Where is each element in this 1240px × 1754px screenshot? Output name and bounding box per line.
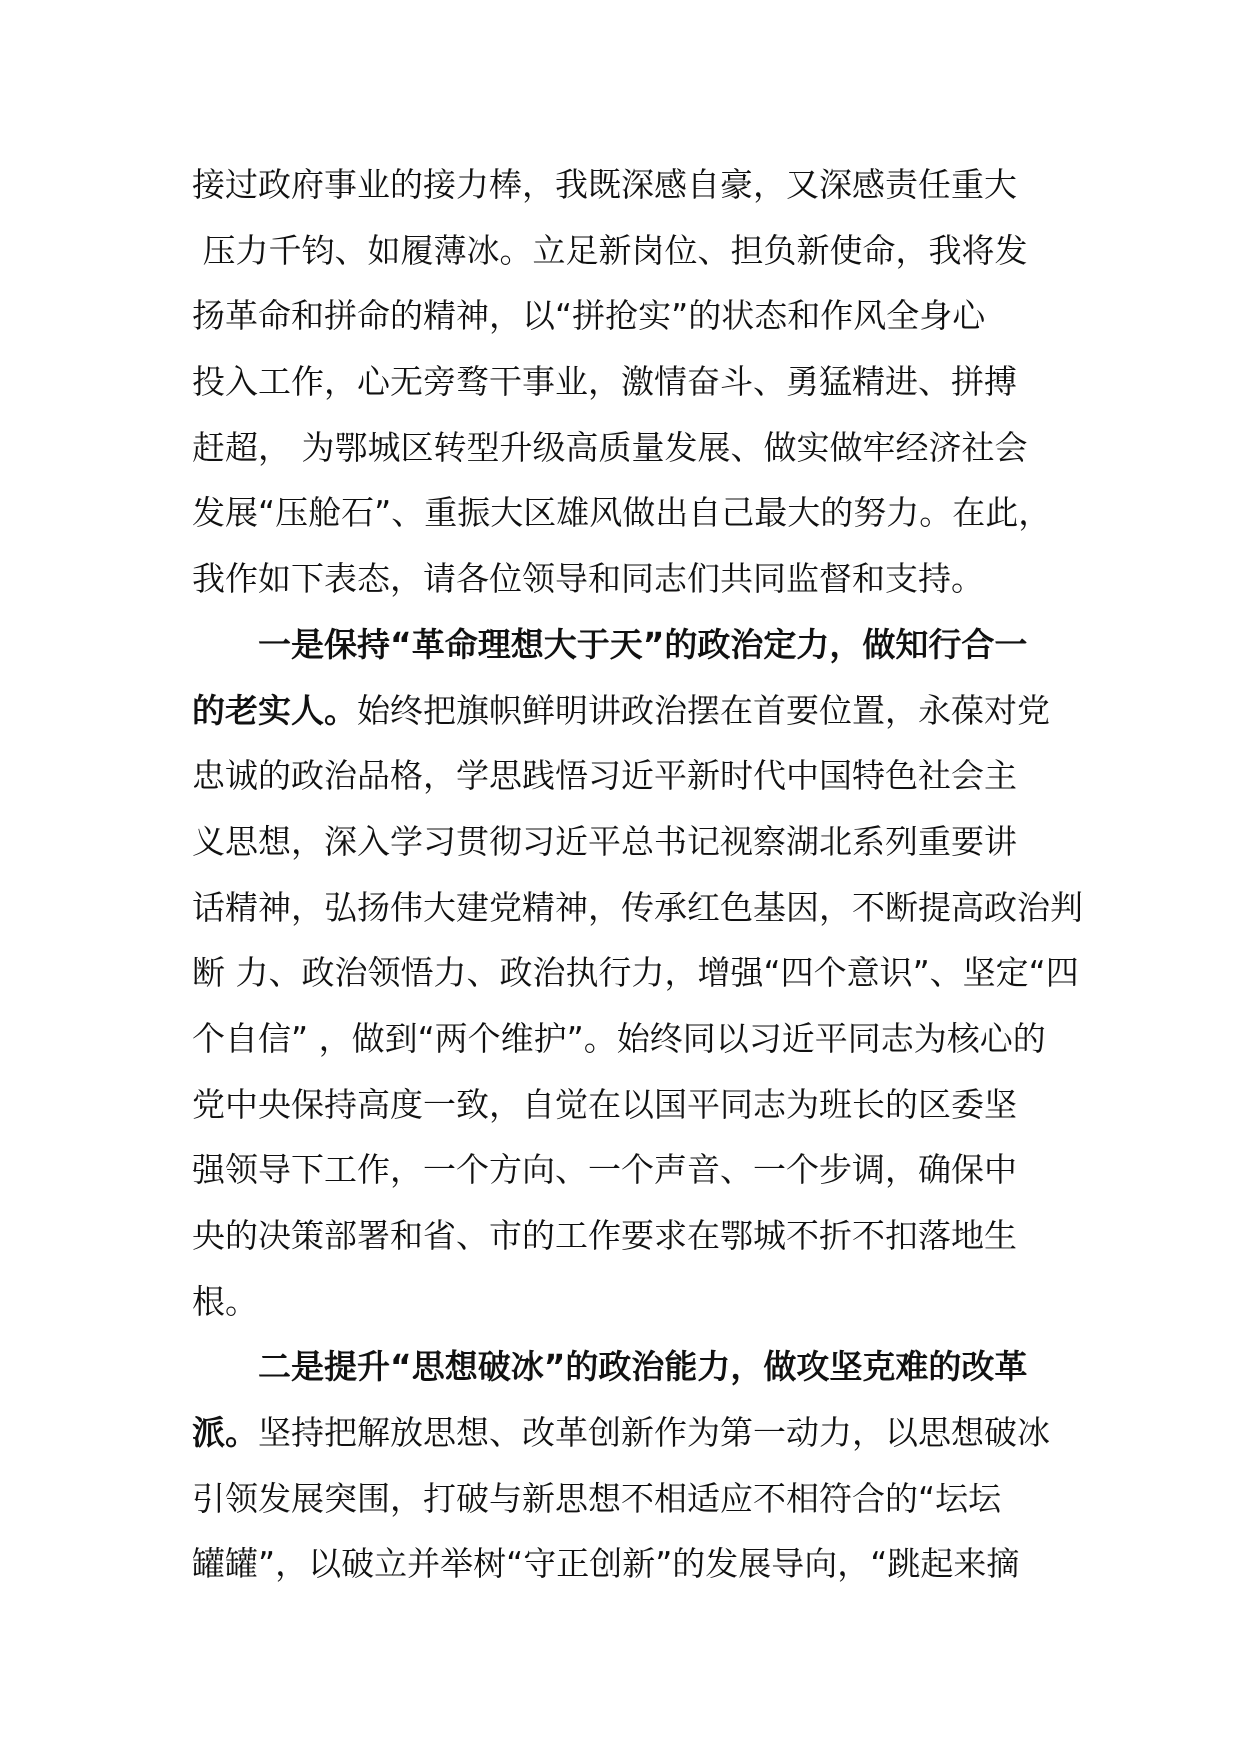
- section-heading-two-end: 派。: [192, 1413, 258, 1453]
- text-line: 央的决策部署和省、市的工作要求在鄂城不折不扣落地生: [192, 1216, 1017, 1255]
- text-line: 党中央保持高度一致，自觉在以国平同志为班长的区委坚: [192, 1084, 1017, 1124]
- text-line: 根。: [192, 1281, 258, 1321]
- text-line: 忠诚的政治品格，学思践悟习近平新时代中国特色社会主: [192, 756, 1017, 796]
- text-line: 压力千钧、如履薄冰。立足新岗位、担负新使命，我将发: [192, 230, 1028, 270]
- document-body: [192, 152, 1083, 1597]
- text-line: 强领导下工作，一个方向、一个声音、一个步调，确保中: [192, 1150, 1017, 1190]
- section-heading-one: 一是保持“革命理想大于天”的政治定力，做知行合一: [258, 624, 1028, 664]
- text-line: 罐罐”，以破立并举树“守正创新”的发展导向，“跳起来摘: [192, 1544, 1020, 1584]
- text-line: 发展“压舱石”、重振大区雄风做出自己最大的努力。在此，: [192, 493, 1052, 533]
- text-line: 我作如下表态，请各位领导和同志们共同监督和支持。: [192, 559, 984, 599]
- text-line: 义思想，深入学习贯彻习近平总书记视察湖北系列重要讲: [192, 821, 1017, 861]
- text-line: 扬革命和拼命的精神，以“拼抢实”的状态和作风全身心: [192, 296, 986, 336]
- section-heading-two: 二是提升“思想破冰”的政治能力，做攻坚克难的改革: [258, 1347, 1028, 1387]
- text-line-rest: 始终把旗帜鲜明讲政治摆在首要位置，永葆对党: [357, 690, 1050, 730]
- text-line: 赶超， 为鄂城区转型升级高质量发展、做实做牢经济社会: [192, 427, 1028, 467]
- text-line: 接过政府事业的接力棒，我既深感自豪，又深感责任重大: [192, 165, 1017, 204]
- text-line-with-lead: [192, 678, 1072, 744]
- text-line: 投入工作，心无旁骛干事业，激情奋斗、勇猛精进、拼搏: [192, 362, 1017, 402]
- text-line-with-lead: [192, 1400, 1072, 1466]
- text-line-rest: 坚持把解放思想、改革创新作为第一动力，以思想破冰: [258, 1413, 1050, 1453]
- text-line: 个自信” ，做到“两个维护”。始终同以习近平同志为核心的: [192, 1018, 1046, 1058]
- text-line: 引领发展突围，打破与新思想不相适应不相符合的“坛坛: [192, 1478, 1002, 1518]
- text-line: 话精神，弘扬伟大建党精神，传承红色基因，不断提高政治判: [192, 887, 1083, 927]
- section-heading-one-end: 的老实人。: [192, 690, 357, 730]
- text-line: 断 力、政治领悟力、政治执行力，增强“四个意识”、坚定“四: [192, 953, 1079, 993]
